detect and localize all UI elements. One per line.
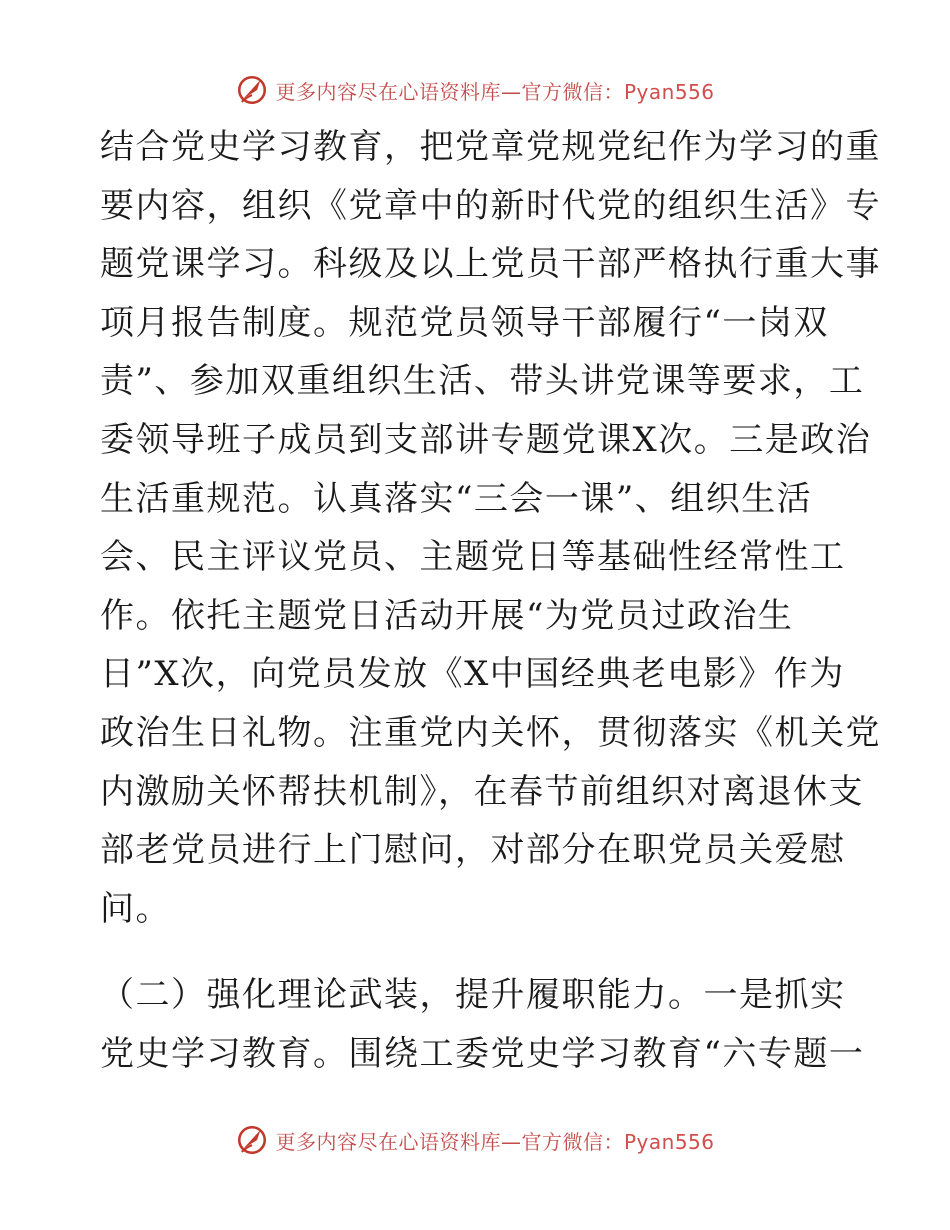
header-banner [0, 70, 950, 110]
header-wechat-label: 官方微信： [521, 79, 624, 104]
text-line: 党史学习教育。围绕工委党史学习教育“六专题一 [100, 1033, 865, 1074]
section-heading-line: （二）强化理论武装，提升履职能力。一是抓实 [100, 975, 846, 1016]
text-line: 要内容，组织《党章中的新时代党的组织生活》专 [100, 185, 881, 226]
document-body [100, 118, 881, 1084]
paragraph-gap [100, 938, 860, 966]
text-line: 生活重规范。认真落实“三会一课”、组织生活 [100, 478, 813, 519]
text-line: 责”、参加双重组织生活、带头讲党课等要求，工 [100, 361, 865, 402]
header-brand: 更多内容尽在心语资料库 [275, 79, 501, 104]
text-line: 结合党史学习教育，把党章党规党纪作为学习的重 [100, 127, 881, 167]
footer-brand: 更多内容尽在心语资料库 [275, 1129, 501, 1154]
text-line: 作。依托主题党日活动开展“为党员过政治生 [100, 595, 794, 636]
text-line: 日”X次，向党员发放《X中国经典老电影》作为 [100, 654, 845, 695]
header-brand-text [275, 76, 714, 105]
text-line: 政治生日礼物。注重党内关怀，贯彻落实《机关党 [100, 712, 881, 753]
footer-wechat-label: 官方微信： [521, 1129, 624, 1154]
text-line: 内激励关怀帮扶机制》，在春节前组织对离退休支 [100, 771, 864, 812]
footer-wechat-id: Pyan556 [623, 1129, 715, 1154]
text-line: 部老党员进行上门慰问，对部分在职党员关爱慰 [100, 830, 846, 871]
quill-pen-logo-icon [235, 1123, 269, 1157]
footer-separator: — [500, 1129, 522, 1154]
footer-banner [0, 1120, 950, 1160]
text-line: 问。 [100, 888, 171, 929]
footer-brand-text [275, 1126, 714, 1155]
header-wechat-id: Pyan556 [623, 79, 715, 104]
quill-pen-logo-icon [235, 73, 269, 107]
text-line: 题党课学习。科级及以上党员干部严格执行重大事 [100, 244, 881, 285]
text-line: 委领导班子成员到支部讲专题党课X次。三是政治 [100, 419, 872, 460]
header-separator: — [500, 79, 522, 104]
text-line: 项月报告制度。规范党员领导干部履行“一岗双 [100, 302, 829, 343]
text-line: 会、民主评议党员、主题党日等基础性经常性工 [100, 537, 846, 578]
